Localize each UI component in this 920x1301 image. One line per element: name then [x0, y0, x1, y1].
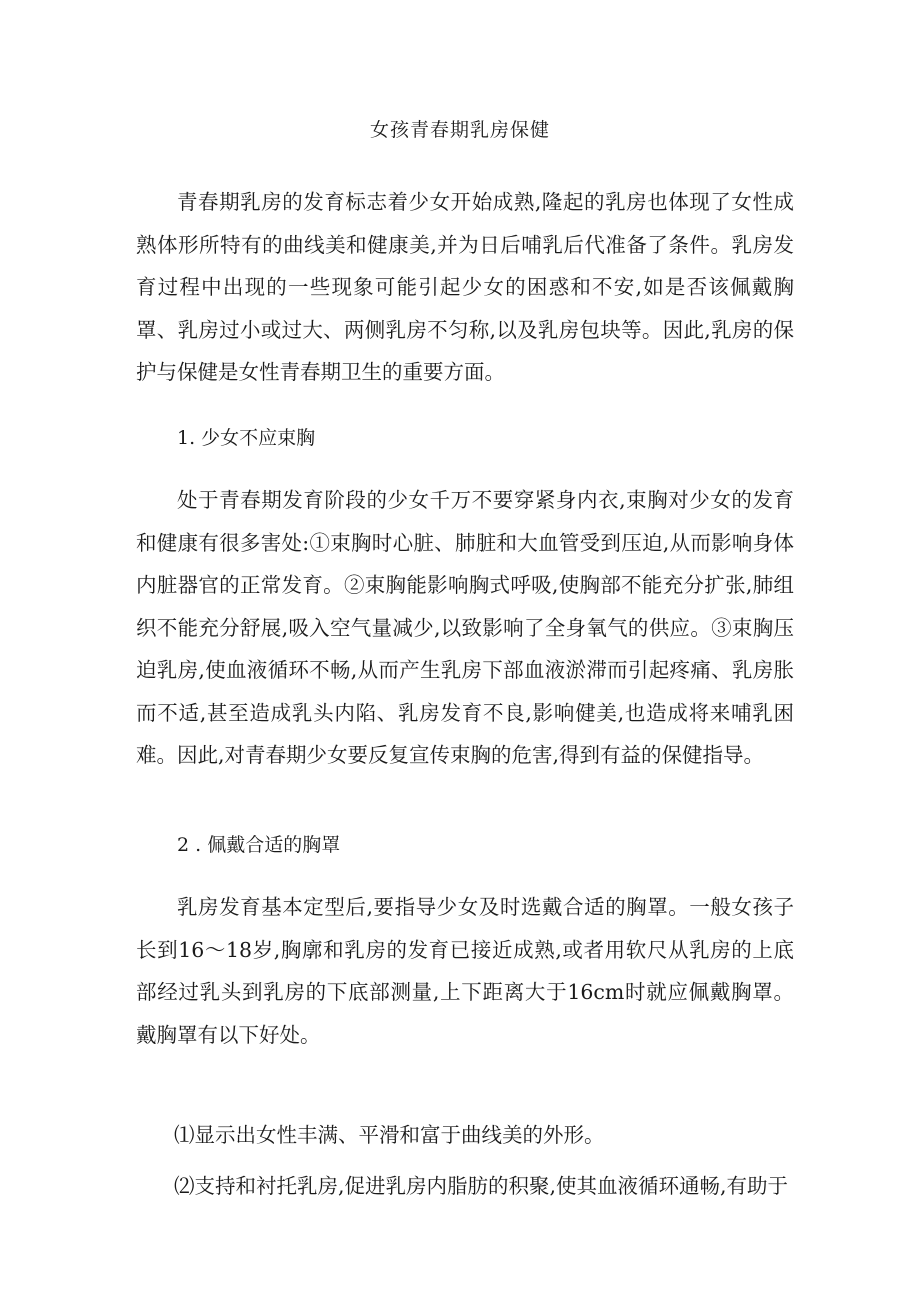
section-1-heading: 1. 少女不应束胸: [177, 427, 316, 449]
section-1-paragraph: 处于青春期发育阶段的少女千万不要穿紧身内衣,束胸对少女的发育和健康有很多害处:①束胸时心脏、肺脏和大血管受到压迫,从而影响身体内脏器官的正常发育。②束胸能影响胸式呼吸,使胸部不能充分扩张,肺组织不能充分舒展,吸入空气量减少,以致影响了全身氧气的供应。③束胸压迫乳房,使血液循环不畅,从而产生乳房下部血液淤滞而引起疼痛、乳房胀而不适,甚至造成乳头内陷、乳房发育不良,影响健美,也造成将来哺乳困难。因此,对青春期少女要反复宣传束胸的危害,得到有益的保健指导。: [136, 488, 794, 767]
list-item-2: ⑵支持和衬托乳房,促进乳房内脂肪的积聚,使其血液循环通畅,有助于: [174, 1174, 789, 1198]
section-2-paragraph: 乳房发育基本定型后,要指导少女及时选戴合适的胸罩。一般女孩子长到16～18岁,胸廓和乳房的发育已接近成熟,或者用软尺从乳房的上底部经过乳头到乳房的下底部测量,上下距离大于16cm时就应佩戴胸罩。戴胸罩有以下好处。: [136, 895, 794, 1047]
list-item-1: ⑴显示出女性丰满、平滑和富于曲线美的外形。: [174, 1123, 605, 1147]
intro-paragraph: 青春期乳房的发育标志着少女开始成熟,隆起的乳房也体现了女性成熟体形所特有的曲线美和健康美,并为日后哺乳后代准备了条件。乳房发育过程中出现的一些现象可能引起少女的困惑和不安,如是否该佩戴胸罩、乳房过小或过大、两侧乳房不匀称,以及乳房包块等。因此,乳房的保护与保健是女性青春期卫生的重要方面。: [136, 190, 794, 384]
document-title: 女孩青春期乳房保健: [369, 119, 550, 141]
section-2-heading: 2 . 佩戴合适的胸罩: [177, 834, 341, 856]
